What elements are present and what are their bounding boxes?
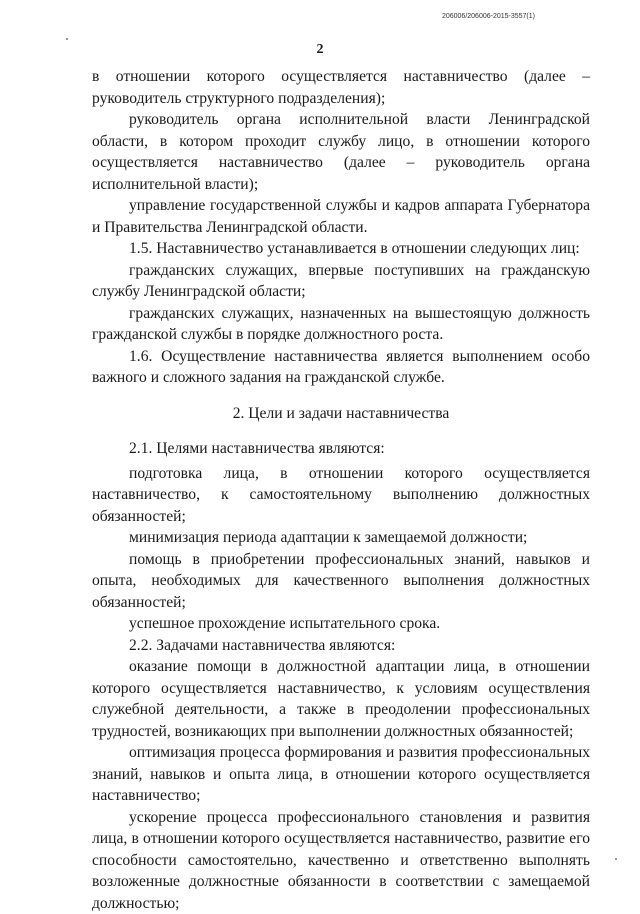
paragraph: оказание помощи в должностной адаптации лица, в отношении которого осуществляется наставничество, к условиям осуществления служебной деятельности, а также в преодолении профессиональных трудностей, возникающих при выполнении должностных обязанностей; [92,656,590,742]
paragraph: минимизация периода адаптации к замещаемой должности; [92,527,590,549]
paragraph: помощь в приобретении профессиональных знаний, навыков и опыта, необходимых для качественного выполнения должностных обязанностей; [92,549,590,614]
document-body [92,66,590,914]
scan-speck [66,38,68,40]
section-heading: 2. Цели и задачи наставничества [92,403,590,425]
paragraph: гражданских служащих, назначенных на вышестоящую должность гражданской службы в порядке должностного роста. [92,303,590,346]
page-number: 2 [0,42,640,58]
paragraph: ускорение процесса профессионального становления и развития лица, в отношении которого осуществляется наставничество, развитие его способности самостоятельно, качественно и ответственно выполнять возложенные должностные обязанности в соответствии с замещаемой должностью; [92,807,590,914]
paragraph: руководитель органа исполнительной власти Ленинградской области, в котором проходит службу лицо, в отношении которого осуществляется наставничество (далее – руководитель органа исполнительной власти); [92,109,590,195]
paragraph: подготовка лица, в отношении которого осуществляется наставничество, к самостоятельному выполнению должностных обязанностей; [92,463,590,528]
paragraph: в отношении которого осуществляется наставничество (далее – руководитель структурного подразделения); [92,66,590,109]
paragraph: оптимизация процесса формирования и развития профессиональных знаний, навыков и опыта лица, в отношении которого осуществляется наставничество; [92,742,590,807]
paragraph: успешное прохождение испытательного срока. [92,613,590,635]
paragraph: 1.5. Наставничество устанавливается в отношении следующих лиц: [92,238,590,260]
paragraph: управление государственной службы и кадров аппарата Губернатора и Правительства Ленинградской области. [92,195,590,238]
paragraph: гражданских служащих, впервые поступивших на гражданскую службу Ленинградской области; [92,260,590,303]
paragraph: 2.1. Целями наставничества являются: [92,438,590,460]
paragraph: 2.2. Задачами наставничества являются: [92,635,590,657]
paragraph: 1.6. Осуществление наставничества является выполнением особо важного и сложного задания на гражданской службе. [92,346,590,389]
document-id: 206006/206006-2015-3557(1) [442,13,535,20]
scan-speck [615,858,617,860]
